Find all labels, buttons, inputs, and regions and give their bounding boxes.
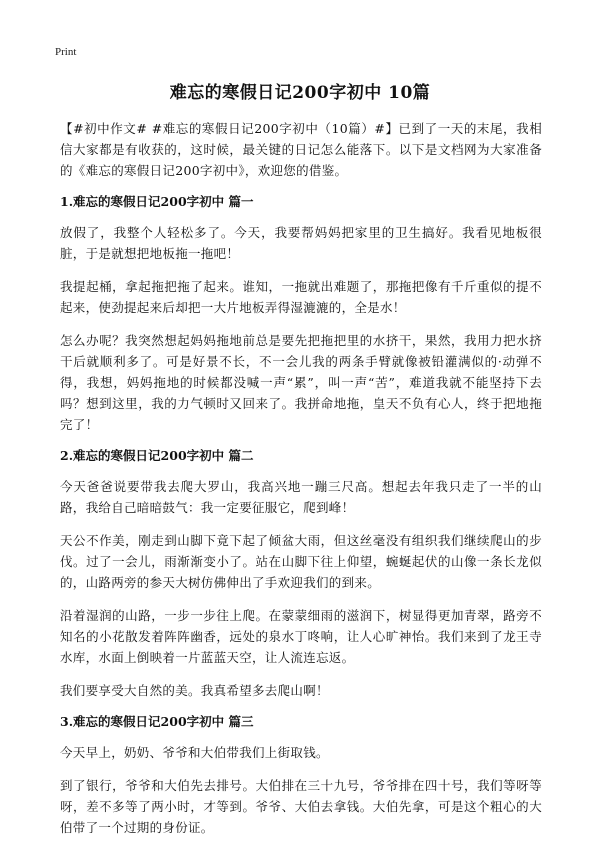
paragraph: 怎么办呢？我突然想起妈妈拖地前总是要先把拖把里的水挤干，果然，我用力把水挤干后就顺利多了。可是好景不长，不一会儿我的两条手臂就像被铅灌满似的·动弹不得，我想，妈妈拖地的时候都没喊一声“累”，叫一声“苦”，难道我就不能坚持下去吗？想到这里，我的力气顿时又回来了。我拼命地拖，皇天不负有心人，终于把地拖完了！ — [60, 333, 542, 432]
article-body — [60, 118, 542, 850]
paragraph: 我提起桶，拿起拖把拖了起来。谁知，一拖就出难题了，那拖把像有千斤重似的提不起来，使劲提起来后却把一大片地板弄得湿漉漉的，全是水！ — [60, 279, 542, 315]
section-heading: 1.难忘的寒假日记200字初中 篇一 — [60, 194, 254, 209]
paragraph: 今天爸爸说要带我去爬大罗山，我高兴地一蹦三尺高。想起去年我只走了一半的山路，我给自己暗暗鼓气：我一定要征服它，爬到峰！ — [60, 479, 542, 515]
paragraph: 天公不作美，刚走到山脚下竟下起了倾盆大雨，但这丝毫没有组织我们继续爬山的步伐。过了一会儿，雨渐渐变小了。站在山脚下往上仰望，蜿蜒起伏的山像一条长龙似的，山路两旁的参天大树仿佛伸出了手欢迎我们的到来。 — [60, 533, 542, 590]
intro-paragraph: 【#初中作文# #难忘的寒假日记200字初中（10篇）#】已到了一天的末尾，我相信大家都是有收获的，这时候，最关键的日记怎么能落下。以下是文档网为大家准备的《难忘的寒假日记200字初中》，欢迎您的借鉴。 — [60, 121, 542, 178]
paragraph: 今天早上，奶奶、爷爷和大伯带我们上街取钱。 — [60, 745, 329, 760]
paragraph: 我们要享受大自然的美。我真希望多去爬山啊！ — [60, 683, 329, 698]
section-heading: 3.难忘的寒假日记200字初中 篇三 — [60, 714, 254, 729]
page-title: 难忘的寒假日记200字初中 10篇 — [169, 83, 431, 103]
paragraph: 沿着湿润的山路，一步一步往上爬。在蒙蒙细雨的滋润下，树显得更加青翠，路旁不知名的小花散发着阵阵幽香，远处的泉水丁咚响，让人心旷神怡。我们来到了龙王寺水库，水面上倒映着一片蓝蓝天空，让人流连忘返。 — [60, 608, 542, 665]
paragraph: 放假了，我整个人轻松多了。今天，我要帮妈妈把家里的卫生搞好。我看见地板很脏，于是就想把地板拖一拖吧！ — [60, 225, 542, 261]
print-label: Print — [55, 46, 77, 58]
paragraph: 到了银行，爷爷和大伯先去排号。大伯排在三十九号，爷爷排在四十号，我们等呀等呀，差不多等了两小时，才等到。爷爷、大伯去拿钱。大伯先拿，可是这个粗心的大伯带了一个过期的身份证。 — [60, 778, 542, 835]
section-heading: 2.难忘的寒假日记200字初中 篇二 — [60, 448, 254, 463]
